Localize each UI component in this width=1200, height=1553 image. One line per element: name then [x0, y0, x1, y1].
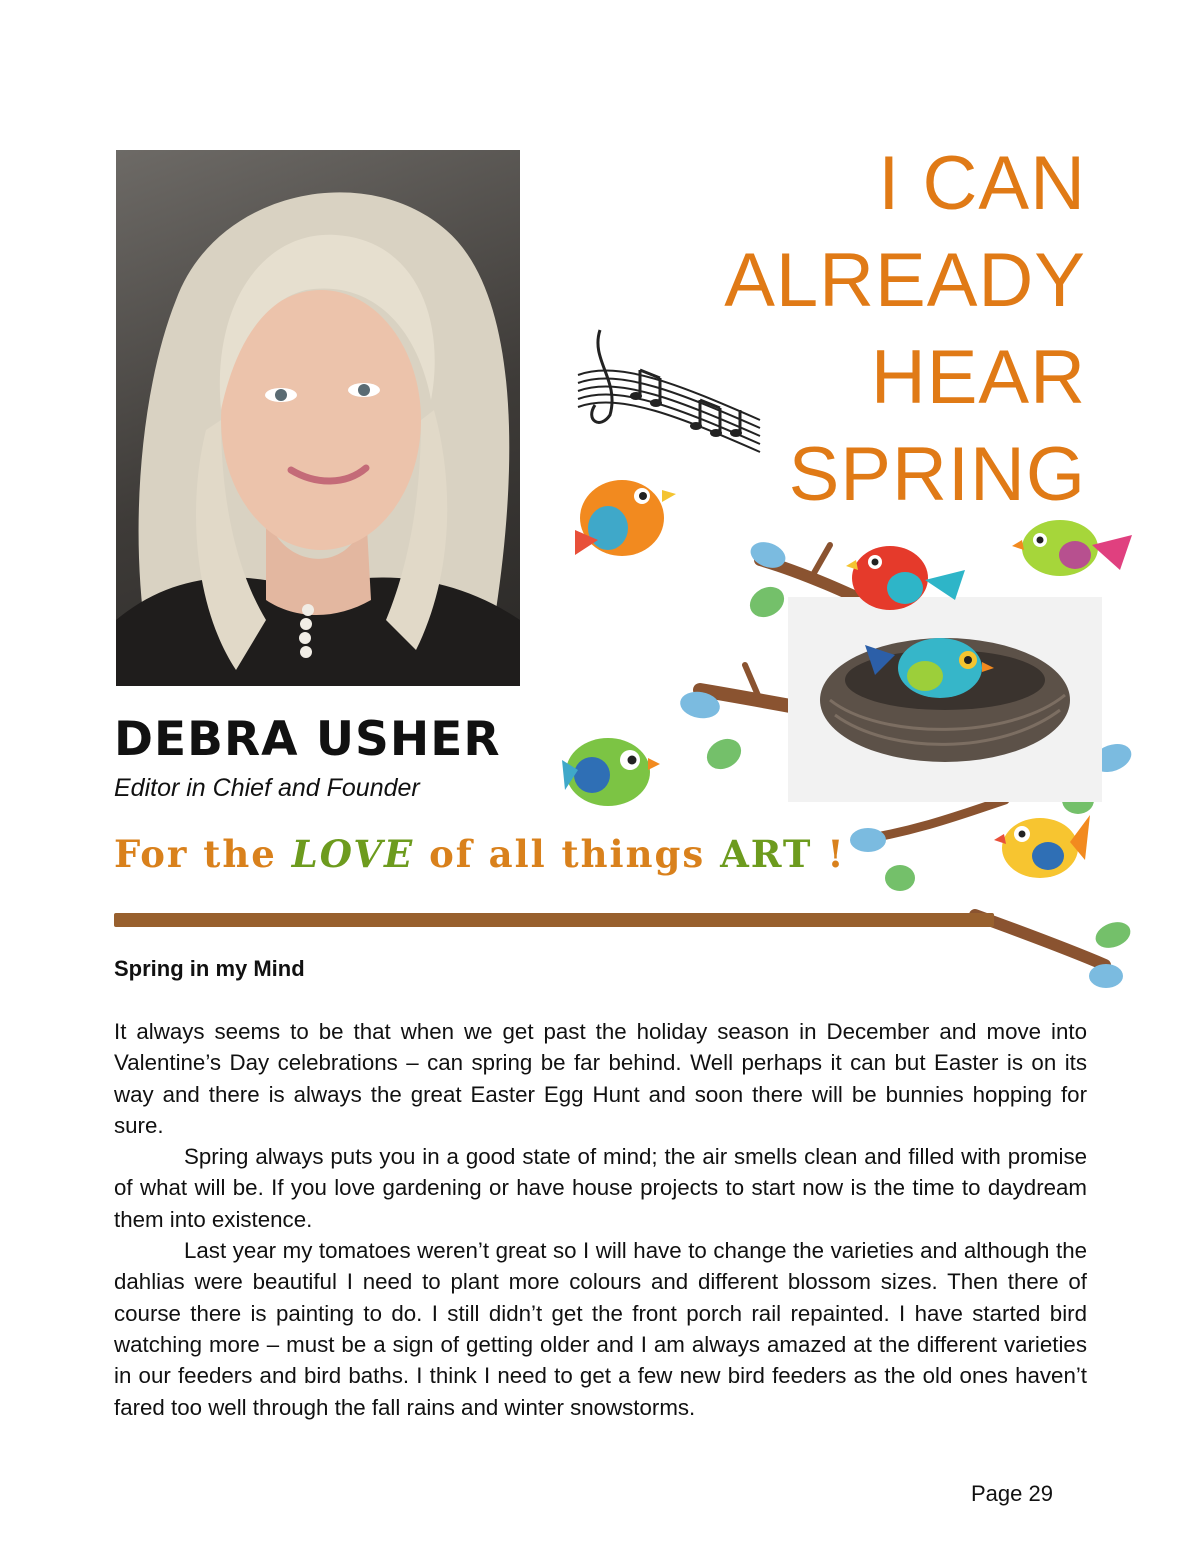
author-role: Editor in Chief and Founder: [114, 774, 420, 802]
divider: [114, 913, 994, 927]
article-paragraph: It always seems to be that when we get past the holiday season in December and move into Valentine’s Day celebrations – can spring be far behind. Well perhaps it can but Easter is on its way and there is always the great Easter Egg Hunt and soon there will be bunnies hopping for sure.: [114, 1019, 1087, 1138]
tagline: [114, 832, 846, 876]
author-name: DEBRA USHER: [114, 712, 501, 767]
nest-icon: [788, 597, 1102, 802]
headline-line-4: SPRING: [788, 432, 1086, 517]
page-number: Page 29: [971, 1481, 1053, 1506]
headline-line-1: I CAN: [878, 141, 1086, 226]
tagline-art: ART: [720, 832, 813, 876]
tagline-part-3: !: [812, 832, 846, 876]
tagline-part-2: of all things: [414, 832, 721, 876]
tagline-love: LOVE: [291, 832, 415, 876]
article-paragraph: Last year my tomatoes weren’t great so I will have to change the varieties and although the dahlias were beautiful I need to plant more colours and different blossom sizes. Then there of course there is painting to do. I still didn’t get the front porch rail repainted. I have started bird watching more – must be a sign of getting older and I am always amazed at the different varieties in our feeders and bird baths. I think I need to get a few new bird feeders as the old ones haven’t fared too well through the fall rains and winter snowstorms.: [114, 1238, 1087, 1420]
article-title: Spring in my Mind: [114, 956, 305, 981]
article-paragraph: Spring always puts you in a good state of mind; the air smells clean and filled with promise of what will be. If you love gardening or have house projects to start now is the time to daydream them into existence.: [114, 1144, 1087, 1232]
headline-line-2: ALREADY: [724, 238, 1086, 323]
tagline-part-1: For the: [114, 832, 292, 876]
article-body: [114, 1016, 1087, 1423]
headline-line-3: HEAR: [870, 335, 1086, 420]
